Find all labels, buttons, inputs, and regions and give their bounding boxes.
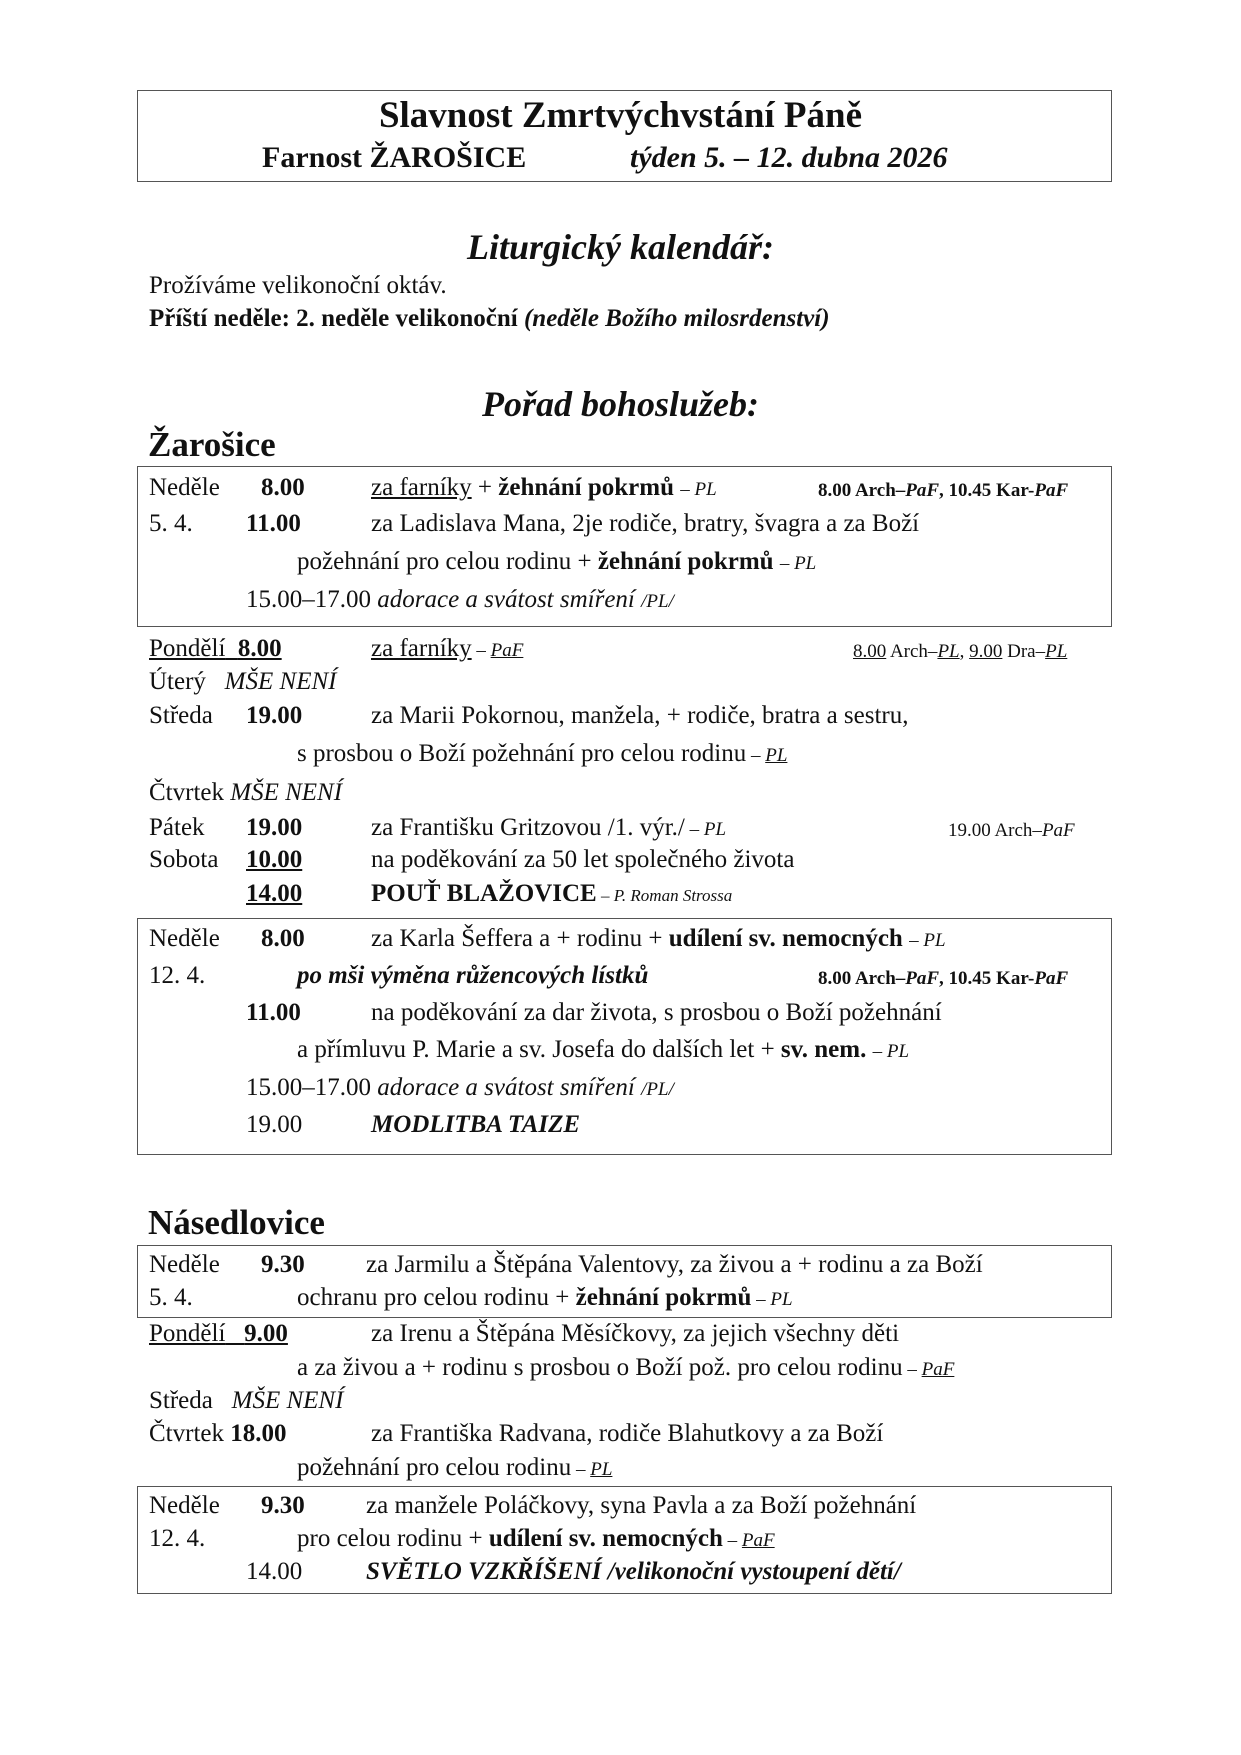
parish-name: Farnost ŽAROŠICE [262,141,527,174]
side-b: PaF [905,480,940,501]
intent-cont: a přímluvu P. Marie a sv. Josefa do dalších let [297,1036,755,1063]
zar-sat-day: Sobota [149,846,219,873]
zar-wed-day: Středa [149,702,213,729]
liturgical-heading: Liturgický kalendář: [467,227,774,267]
zar-sun2-t2-intent: na poděkování za dar života, s prosbou o Boží požehnání [371,999,942,1026]
zar-sun2-t1: 8.00 [261,925,305,952]
zar-sun2-side [818,968,1068,990]
zar-sat-time1: 10.00 [246,846,303,873]
anointing: sv. nem. [780,1036,867,1063]
side1-text: Arch– [886,641,938,662]
plus: + [468,1525,483,1552]
zar-fri-side [948,820,1075,842]
text: adorace a svátost smíření [377,586,635,613]
intent: za farníky [371,474,472,501]
side-a: 19.00 Arch– [948,820,1042,841]
priest: – PL [751,1289,793,1310]
zar-mon-intent [371,635,523,663]
nas-thu-day [149,1420,287,1448]
nas-wed [149,1387,343,1415]
zar-sun1-adoration [246,586,674,614]
place-nasedlovice: Násedlovice [148,1203,325,1242]
intent-cont: požehnání pro celou rodinu [297,1454,572,1481]
zar-sun2-date: 12. 4. [149,962,206,989]
zar-sun1-t2-intent: za Ladislava Mana, 2je rodiče, bratry, švagra a za Boží [371,510,920,537]
week-range: týden 5. – 12. dubna 2026 [630,141,948,174]
day: Středa [149,1387,213,1414]
nas-thu-intent: za Františka Radvana, rodiče Blahutkovy a za Boží [371,1420,884,1447]
dash: – [902,1359,922,1380]
nas-mon-intent: za Irenu a Štěpána Měsíčkovy, za jejich všechny děti [371,1320,900,1347]
intent-cont: požehnání pro celou rodinu [297,548,572,575]
text: adorace a svátost smíření [377,1074,635,1101]
nas-sun1-intent2 [297,1284,793,1312]
nas-mon-intent2 [297,1354,954,1382]
liturgical-line: Prožíváme velikonoční oktáv. [149,272,447,299]
priest: – PL [684,819,727,840]
side2-time: 9.00 [969,641,1003,662]
zar-sun1-t2: 11.00 [246,510,301,537]
note: MŠE NENÍ [230,779,343,806]
plus: + [477,474,492,501]
dash: – [571,1459,591,1480]
zar-thu [149,779,342,807]
nas-sun1-day: Neděle [149,1251,220,1278]
plus: + [760,1036,775,1063]
side2-text: Dra– [1002,641,1046,662]
dash: – [471,640,491,661]
zar-sat-intent1: na poděkování za 50 let společného života [371,846,795,873]
nas-sun2-intent: za manžele Poláčkovy, syna Pavla a za Boží požehnání [366,1492,917,1519]
dash: – [746,745,766,766]
nas-sun2-date: 12. 4. [149,1525,206,1552]
nas-sun2-intent2 [297,1525,775,1553]
nas-sun2-t2: 14.00 [246,1558,303,1585]
priest: /PL/ [641,591,674,612]
blessing: žehnání pokrmů [498,474,674,501]
priest: – PL [872,1041,910,1062]
side2-priest: PL [1045,641,1068,662]
zar-sun2-taize: MODLITBA TAIZE [371,1111,581,1138]
intent: za Františku Gritzovou /1. výr./ [371,814,685,841]
zar-sun2-t3: 19.00 [246,1111,303,1138]
nas-sun1-time: 9.30 [261,1251,305,1278]
priest: /PL/ [641,1079,674,1100]
next-sunday-note: (neděle Božího milosrdenství) [523,305,830,332]
zar-sat-intent2 [371,880,732,908]
day: Pondělí [149,1320,226,1347]
priest: PL [590,1459,613,1480]
intent-cont: s prosbou o Boží požehnání pro celou rodinu [297,740,747,767]
zar-fri-time: 19.00 [246,814,303,841]
zar-sun1-t2-intent2 [297,548,816,576]
zar-sun2-t1-intent [371,925,946,953]
event-desc: /velikonoční vystoupení dětí/ [601,1558,901,1585]
day: Pondělí [149,635,226,662]
note: MŠE NENÍ [224,668,337,695]
sep: , [959,641,970,662]
nas-sun2-event [366,1558,901,1586]
intent-cont: a za živou a + rodinu s prosbou o Boží pož. pro celou rodinu [297,1354,903,1381]
nas-sun1-intent: za Jarmilu a Štěpána Valentovy, za živou a + rodinu a za Boží [366,1251,983,1278]
day: Úterý [149,668,206,695]
zar-sun1-t1-intent [371,474,717,502]
time: 15.00–17.00 [246,586,371,613]
zar-wed-time: 19.00 [246,702,303,729]
side-d: PaF [1034,968,1069,989]
place-zarosice: Žarošice [148,425,276,464]
note: MŠE NENÍ [231,1387,344,1414]
side-c: , 10.45 Kar- [939,480,1035,501]
zar-mon-side [853,641,1067,663]
day: Čtvrtek [149,779,224,806]
plus: + [577,548,592,575]
time: 9.00 [244,1320,288,1347]
nas-sun2-time: 9.30 [261,1492,305,1519]
priest: PL [765,745,788,766]
plus: + [555,1284,570,1311]
intent-cont: ochranu pro celou rodinu [297,1284,550,1311]
zar-fri-day: Pátek [149,814,205,841]
priest: PaF [741,1530,775,1551]
nas-sun1-date: 5. 4. [149,1284,193,1311]
pilgrimage: POUŤ BLAŽOVICE [371,880,597,907]
zar-sun2-t2-intent2 [297,1036,909,1064]
side-a: 8.00 Arch– [818,968,906,989]
anointing: udílení sv. nemocných [668,925,903,952]
priest: – P. Roman Strossa [596,886,733,905]
side-a: 8.00 Arch– [818,480,906,501]
zar-fri-intent [371,814,726,842]
side-b: PaF [905,968,940,989]
zar-sun1-side [818,480,1068,502]
blessing: žehnání pokrmů [597,548,774,575]
intent: za farníky [371,635,472,662]
zar-wed-intent: za Marii Pokornou, manžela, + rodiče, bratra a sestru, [371,702,909,729]
zar-sun2-adoration [246,1074,674,1102]
event-title: SVĚTLO VZKŘÍŠENÍ [366,1558,602,1585]
side-d: PaF [1034,480,1069,501]
zar-sun1-day: Neděle [149,474,220,501]
zar-sun1-date: 5. 4. [149,510,193,537]
time: 15.00–17.00 [246,1074,371,1101]
next-sunday-label: Příští neděle: 2. neděle velikonoční [149,305,518,332]
zar-tue [149,668,336,696]
zar-sun1-t1: 8.00 [261,474,305,501]
zar-sun2-day: Neděle [149,925,220,952]
nas-thu-intent2 [297,1454,612,1482]
time: 18.00 [230,1420,287,1447]
day: Čtvrtek [149,1420,224,1447]
next-sunday [149,305,830,333]
page-title: Slavnost Zmrtvýchvstání Páně [378,95,863,136]
nas-sun2-day: Neděle [149,1492,220,1519]
side1-priest: PL [937,641,960,662]
nas-mon-day [149,1320,288,1348]
side-b: PaF [1041,820,1075,841]
anointing: udílení sv. nemocných [488,1525,723,1552]
intent-cont: pro celou rodinu [297,1525,463,1552]
priest: PaF [490,640,524,661]
zar-sun2-note: po mši výměna růžencových lístků [297,962,649,989]
priest: PaF [921,1359,955,1380]
side-c: , 10.45 Kar- [939,968,1035,989]
priest: – PL [909,930,946,951]
zar-wed-intent2 [297,740,787,768]
side1-time: 8.00 [853,641,887,662]
schedule-heading: Pořad bohoslužeb: [481,384,760,424]
dash: – [722,1530,742,1551]
zar-mon-day [149,635,282,663]
zar-sat-time2: 14.00 [246,880,303,907]
priest: – PL [680,479,717,500]
priest: – PL [779,553,817,574]
plus: + [648,925,663,952]
zar-sun2-t2: 11.00 [246,999,301,1026]
blessing: žehnání pokrmů [575,1284,752,1311]
time: 8.00 [237,635,282,662]
intent: za Karla Šeffera a + rodinu [371,925,643,952]
